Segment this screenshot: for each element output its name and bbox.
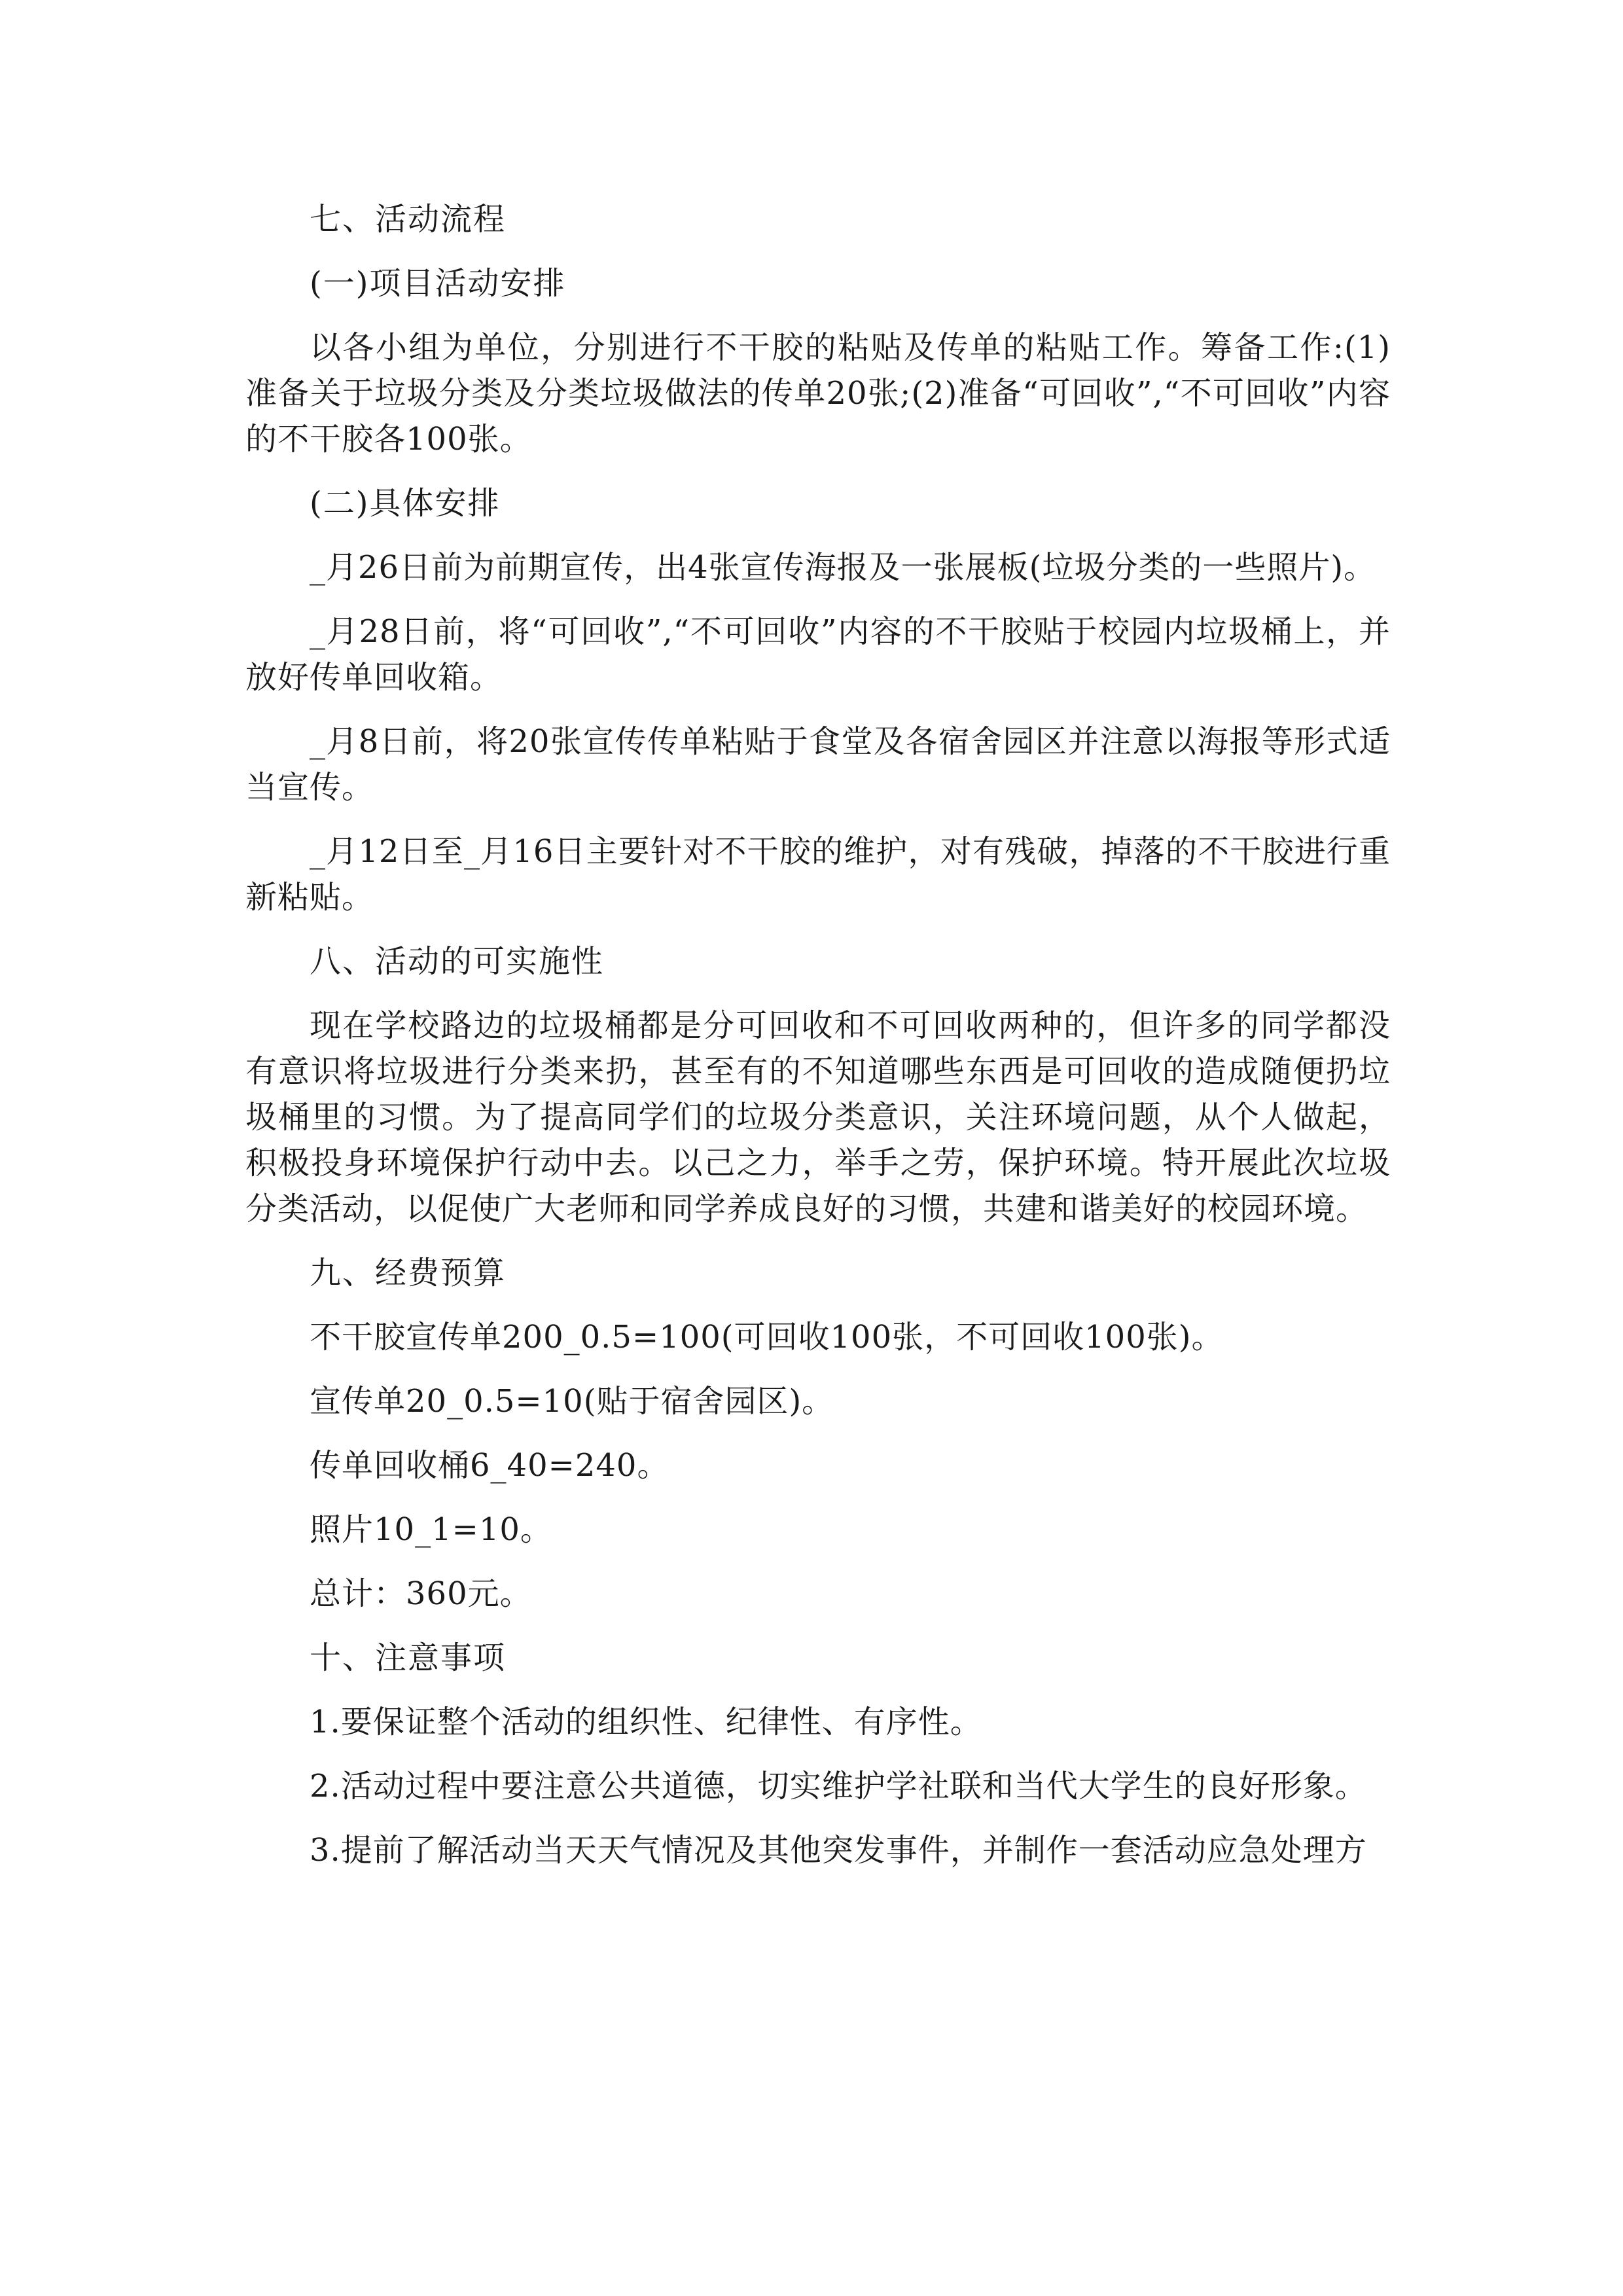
notice-item-3: 3.提前了解活动当天天气情况及其他突发事件，并制作一套活动应急处理方 [310,1832,1367,1869]
paragraph-preparation: 以各小组为单位，分别进行不干胶的粘贴及传单的粘贴工作。筹备工作:(1)准备关于垃圾分类及分类垃圾做法的传单20张;(2)准备“可回收”,“不可回收”内容的不干胶各100张。 [245,329,1391,457]
section-heading-9: 九、经费预算 [310,1255,507,1291]
schedule-item-3: _月8日前，将20张宣传传单粘贴于食堂及各宿舍园区并注意以海报等形式适当宣传。 [245,723,1391,806]
notice-item-2: 2.活动过程中要注意公共道德，切实维护学社联和当代大学生的良好形象。 [310,1768,1367,1804]
budget-item-2: 宣传单20_0.5=10(贴于宿舍园区)。 [310,1383,834,1420]
section-heading-10: 十、注意事项 [310,1640,507,1676]
notice-item-1: 1.要保证整个活动的组织性、纪律性、有序性。 [310,1704,982,1740]
document-page [245,196,1391,1892]
subsection-heading-2: (二)具体安排 [310,485,501,522]
subsection-heading-1: (一)项目活动安排 [310,265,566,302]
schedule-item-2: _月28日前，将“可回收”,“不可回收”内容的不干胶贴于校园内垃圾桶上，并放好传单回收箱。 [245,613,1391,696]
schedule-item-1: _月26日前为前期宣传，出4张宣传海报及一张展板(垃圾分类的一些照片)。 [310,549,1376,586]
schedule-item-4: _月12日至_月16日主要针对不干胶的维护，对有残破，掉落的不干胶进行重新粘贴。 [245,833,1391,916]
budget-item-1: 不干胶宣传单200_0.5=100(可回收100张，不可回收100张)。 [310,1319,1224,1355]
budget-item-3: 传单回收桶6_40=240。 [310,1447,669,1484]
budget-total: 总计：360元。 [310,1575,532,1612]
section-heading-8: 八、活动的可实施性 [310,943,605,980]
section-heading-7: 七、活动流程 [310,201,507,238]
paragraph-feasibility: 现在学校路边的垃圾桶都是分可回收和不可回收两种的，但许多的同学都没有意识将垃圾进行分类来扔，甚至有的不知道哪些东西是可回收的造成随便扔垃圾桶里的习惯。为了提高同学们的垃圾分类意识，关注环境问题，从个人做起，积极投身环境保护行动中去。以己之力，举手之劳，保护环境。特开展此次垃圾分类活动，以促使广大老师和同学养成良好的习惯，共建和谐美好的校园环境。 [245,1007,1391,1227]
budget-item-4: 照片10_1=10。 [310,1511,552,1548]
